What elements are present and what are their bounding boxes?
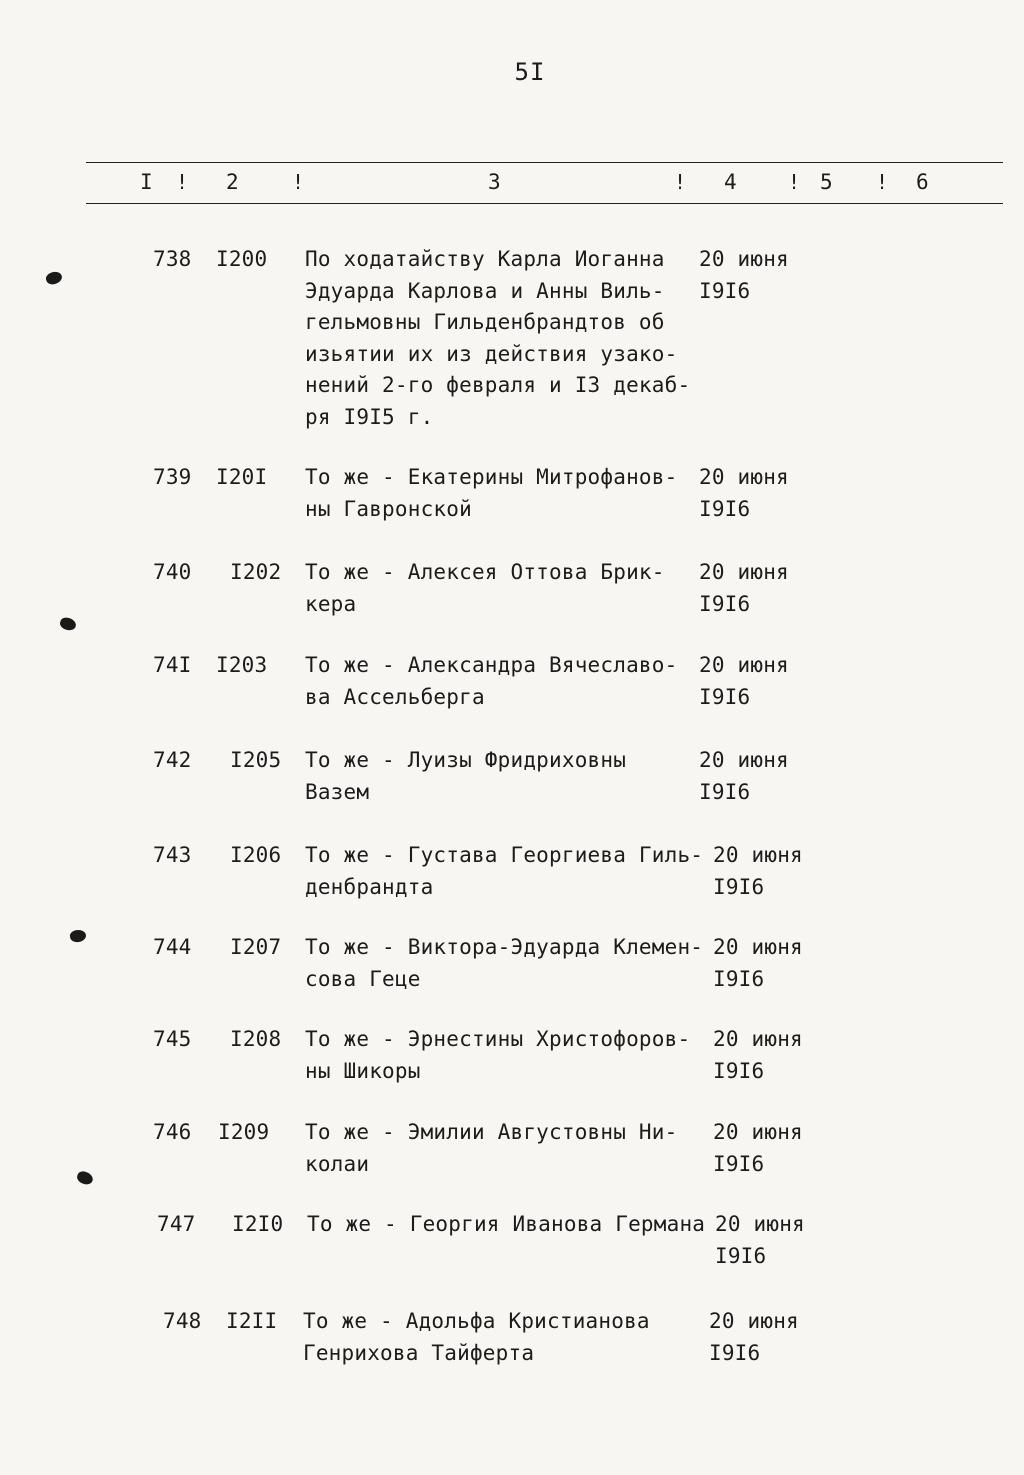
column-separator: ! <box>876 170 889 194</box>
header-rule-bottom <box>86 203 1003 204</box>
entry-date-year: I9I6 <box>715 1243 767 1268</box>
entry-description-line: То же - Густава Георгиева Гиль- <box>305 843 704 867</box>
document-number: I206 <box>230 843 282 867</box>
entry-date-day: 20 июня <box>713 843 803 867</box>
entry-description-line: ва Ассельберга <box>305 684 485 709</box>
entry-date-day: 20 июня <box>709 1309 799 1333</box>
entry-date-year: I9I6 <box>699 496 751 521</box>
entry-number: 738 <box>153 247 192 271</box>
document-number: I205 <box>230 748 282 772</box>
entry-description-line: ны Шикоры <box>305 1058 421 1083</box>
entry-date-day: 20 июня <box>699 465 789 489</box>
entry-date-year: I9I6 <box>699 591 751 616</box>
entry-date-year: I9I6 <box>713 874 765 899</box>
entry-description-line: То же - Георгия Иванова Германа <box>307 1212 706 1236</box>
page-number: 5I <box>514 58 546 86</box>
header-rule-top <box>86 162 1003 163</box>
column-separator: ! <box>176 170 189 194</box>
entry-description-line: Генрихова Тайферта <box>303 1340 535 1365</box>
entry-number: 74I <box>153 653 192 677</box>
entry-number: 748 <box>163 1309 202 1333</box>
column-separator: ! <box>788 170 801 194</box>
entry-description-line: Эдуарда Карлова и Анны Виль- <box>305 278 665 303</box>
entry-date-year: I9I6 <box>699 684 751 709</box>
entry-description-line: нений 2-го февраля и I3 декаб- <box>305 373 691 397</box>
entry-date-day: 20 июня <box>699 560 789 584</box>
entry-date-year: I9I6 <box>709 1340 761 1365</box>
entry-description-line: гельмовны Гильденбрандтов об <box>305 310 665 334</box>
punch-hole-mark <box>44 270 63 287</box>
entry-number: 743 <box>153 843 192 867</box>
column-header-4: 4 <box>724 170 737 194</box>
entry-date-year: I9I6 <box>713 1151 765 1176</box>
entry-date-day: 20 июня <box>713 1027 803 1051</box>
entry-description-line: ны Гавронской <box>305 496 472 521</box>
entry-number: 746 <box>153 1120 192 1144</box>
entry-description-line: По ходатайству Карла Иоганна <box>305 247 665 271</box>
entry-number: 740 <box>153 560 192 584</box>
entry-description-line: сова Геце <box>305 966 421 991</box>
document-number: I203 <box>216 653 268 677</box>
entry-description-line: То же - Александра Вячеславо- <box>305 653 678 677</box>
document-number: I209 <box>218 1120 270 1144</box>
punch-hole-mark <box>75 1170 94 1187</box>
entry-description-line: То же - Адольфа Кристианова <box>303 1309 650 1333</box>
column-separator: ! <box>674 170 687 194</box>
entry-date-day: 20 июня <box>699 653 789 677</box>
document-number: I200 <box>216 247 268 271</box>
punch-hole-mark <box>69 929 87 944</box>
entry-description-line: денбрандта <box>305 874 434 899</box>
entry-date-year: I9I6 <box>713 1058 765 1083</box>
document-number: I208 <box>230 1027 282 1051</box>
entry-number: 747 <box>157 1212 196 1236</box>
entry-description-line: То же - Эрнестины Христофоров- <box>305 1027 691 1051</box>
entry-date-year: I9I6 <box>713 966 765 991</box>
entry-description-line: То же - Эмилии Августовны Ни- <box>305 1120 678 1144</box>
entry-date-day: 20 июня <box>713 1120 803 1144</box>
column-header-2: 2 <box>226 170 239 194</box>
entry-description-line: колаи <box>305 1151 370 1176</box>
entry-description-line: ря I9I5 г. <box>305 404 434 429</box>
entry-date-day: 20 июня <box>715 1212 805 1236</box>
document-number: I2II <box>226 1309 278 1333</box>
entry-number: 744 <box>153 935 192 959</box>
column-separator: ! <box>292 170 305 194</box>
document-number: I20I <box>216 465 268 489</box>
entry-description-line: кера <box>305 591 357 616</box>
column-header-3: 3 <box>488 170 501 194</box>
entry-number: 739 <box>153 465 192 489</box>
entry-date-day: 20 июня <box>699 247 789 271</box>
entry-number: 745 <box>153 1027 192 1051</box>
punch-hole-mark <box>59 616 78 632</box>
entry-description-line: То же - Алексея Оттова Брик- <box>305 560 665 584</box>
entry-description-line: То же - Екатерины Митрофанов- <box>305 465 678 489</box>
document-number: I202 <box>230 560 282 584</box>
document-number: I2I0 <box>232 1212 284 1236</box>
entry-number: 742 <box>153 748 192 772</box>
entry-description-line: Вазем <box>305 779 370 804</box>
column-header-1: I <box>140 170 153 194</box>
column-header-6: 6 <box>916 170 929 194</box>
document-number: I207 <box>230 935 282 959</box>
entry-description-line: То же - Виктора-Эдуарда Клемен- <box>305 935 704 959</box>
entry-date-day: 20 июня <box>713 935 803 959</box>
entry-description-line: То же - Луизы Фридриховны <box>305 748 627 772</box>
entry-description-line: изьятии их из действия узако- <box>305 341 678 366</box>
entry-date-year: I9I6 <box>699 278 751 303</box>
column-header-5: 5 <box>820 170 833 194</box>
entry-date-day: 20 июня <box>699 748 789 772</box>
entry-date-year: I9I6 <box>699 779 751 804</box>
